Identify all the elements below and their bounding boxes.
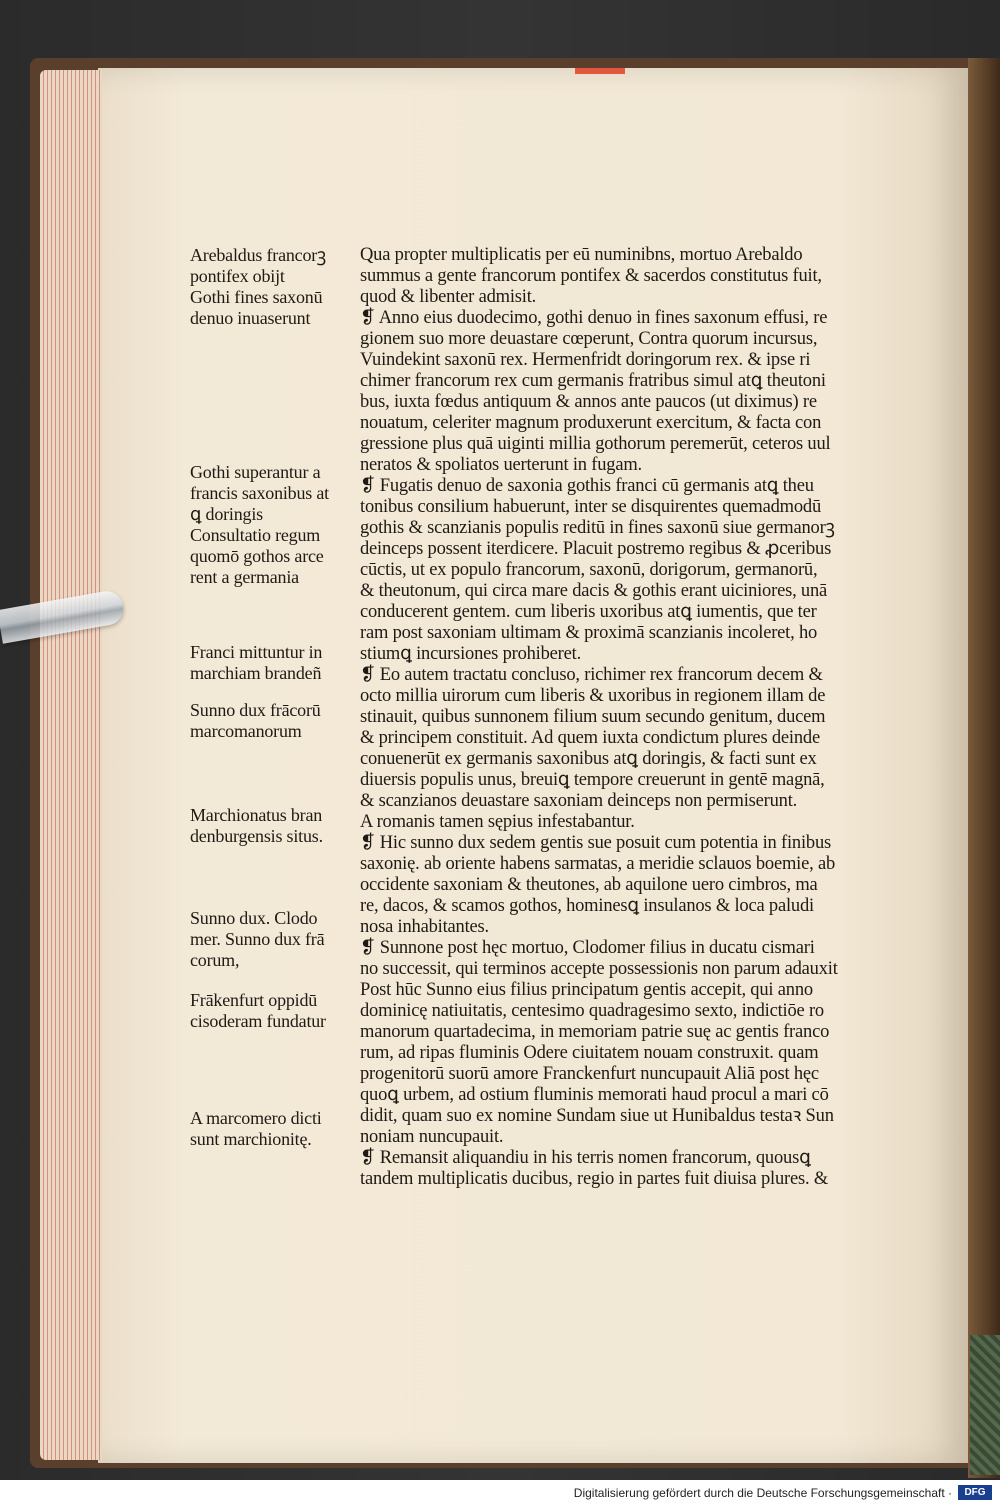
text-line: ❡ Hic sunno dux sedem gentis sue posuit cum potentia in finibus (360, 833, 832, 853)
margin-note: Sunno dux. Clodo mer. Sunno dux frā corum, (190, 908, 325, 970)
text-line: diuersis populis unus, breuiꝗ tempore creuerunt in gentē magnā, (360, 770, 825, 790)
text-line: gionem suo more deuastare cœperunt, Contra quorum incursus, (360, 329, 818, 349)
text-line: progenitorū suorū amore Franckenfurt nuncupauit Aliā post hęc (360, 1064, 819, 1084)
text-line: tonibus consilium habuerunt, inter se disquirentes quemadmodū (360, 497, 822, 517)
text-line: stinauit, quibus sunnonem filium suum secundo genitum, ducem (360, 707, 826, 727)
text-line: A romanis tamen sępius infestabantur. (360, 812, 635, 832)
margin-note: Marchionatus bran denburgensis situs. (190, 805, 323, 846)
text-line: ram post saxoniam ultimam & proximā scanzianis incoleret, ho (360, 623, 818, 643)
footer-credit: Digitalisierung gefördert durch die Deutsche Forschungsgemeinschaft · (573, 1486, 952, 1500)
red-marker (575, 68, 625, 74)
page-edges (40, 70, 102, 1460)
text-line: dominicę natiuitatis, centesimo quadragesimo sexto, indictiōe ro (360, 1001, 824, 1021)
text-line: chimer francorum rex cum germanis fratribus simul atꝗ theutoni (360, 371, 826, 391)
text-line: ❡ Fugatis denuo de saxonia gothis franci cū germanis atꝗ theu (360, 476, 814, 496)
margin-note: Franci mittuntur in marchiam brandeñ (190, 642, 323, 683)
text-line: gressione plus quā uiginti millia gothorum peremerūt, ceteros uul (360, 434, 831, 454)
text-line: nouatum, celeriter magnum produxerunt exercitum, & facta con (360, 413, 822, 433)
text-line: Qua propter multiplicatis per eū numinibns, mortuo Arebaldo (360, 245, 803, 265)
text-line: didit, quam suo ex nomine Sundam siue ut Hunibaldus testaꝛ Sun (360, 1106, 834, 1126)
text-line: neratos & spoliatos uerterunt in fugam. (360, 455, 642, 475)
text-line: nosa inhabitantes. (360, 917, 489, 937)
margin-note: A marcomero dicti sunt marchionitę. (190, 1108, 322, 1149)
text-line: & theutonum, qui circa mare dacis & gothis erant uiciniores, unā (360, 581, 828, 601)
margin-note: Frākenfurt oppidū cisoderam fundatur (190, 990, 326, 1031)
text-line: noniam nuncupauit. (360, 1127, 504, 1147)
text-line: quod & libenter admisit. (360, 287, 537, 307)
text-line: cūctis, ut ex populo francorum, saxonū, dorigorum, germanorū, (360, 560, 818, 580)
text-line: no successit, qui terminos accepte possessionis non parum adauxit (360, 959, 838, 979)
text-line: Vuindekint saxonū rex. Hermenfridt doringorum rex. & ipse ri (360, 350, 811, 370)
text-line: ❡ Remansit aliquandiu in his terris nomen francorum, quousꝗ (360, 1148, 811, 1168)
text-line: summus a gente francorum pontifex & sacerdos constitutus fuit, (360, 266, 822, 286)
text-line: re, dacos, & scamos gothos, hominesꝗ insulanos & loca paludi (360, 896, 814, 916)
text-line: octo millia uirorum cum liberis & uxoribus in regionem illam de (360, 686, 826, 706)
margin-note: Sunno dux frācorū marcomanorum (190, 700, 321, 741)
text-line: ❡ Eo autem tractatu concluso, richimer rex francorum decem & (360, 665, 823, 685)
text-line: saxonię. ab oriente habens sarmatas, a meridie sclauos boemie, ab (360, 854, 836, 874)
text-line: & principem constituit. Ad quem iuxta condictum plures deinde (360, 728, 820, 748)
text-line: deinceps possent iterdicere. Placuit postremo regibus & ꝓceribus (360, 539, 832, 559)
text-line: tandem multiplicatis ducibus, regio in partes fuit diuisa plures. & (360, 1169, 829, 1189)
margin-note: Gothi superantur a francis saxonibus at ꝗ doringis Consultatio regum quomō gothos arce rent a germania (190, 462, 329, 587)
margin-note: Arebaldus francorꝫ pontifex obijt Gothi fines saxonū denuo inuaserunt (190, 245, 327, 328)
text-line: occidente saxoniam & theutones, ab aquilone uero cimbros, ma (360, 875, 818, 895)
text-line: Post hūc Sunno eius filius principatum gentis accepit, qui anno (360, 980, 813, 1000)
text-line: gothis & scanzianis populis reditū in fines saxonū siue germanorꝫ (360, 518, 835, 538)
text-line: bus, iuxta fœdus antiquum & annos ante paucos (ut diximus) re (360, 392, 817, 412)
text-line: manorum quartadecima, in memoriam patrie suę ac gentis franco (360, 1022, 830, 1042)
text-line: conuenerūt ex germanis saxonibus atꝗ doringis, & facti sunt ex (360, 749, 817, 769)
text-line: stiumꝗ incursiones prohiberet. (360, 644, 582, 664)
text-line: & scanzianos deuastare saxoniam deinceps non permiserunt. (360, 791, 798, 811)
dfg-logo-icon: DFG (958, 1485, 992, 1500)
text-line: ❡ Anno eius duodecimo, gothi denuo in fines saxonum effusi, re (360, 308, 828, 328)
text-line: ❡ Sunnone post hęc mortuo, Clodomer filius in ducatu cismari (360, 938, 815, 958)
book-spine-edge (968, 58, 1000, 1478)
text-line: conducerent gentem. cum liberis uxoribus atꝗ iumentis, que ter (360, 602, 817, 622)
text-line: quoꝗ urbem, ad ostium fluminis memorati haud procul a mari cō (360, 1085, 829, 1105)
text-line: rum, ad ripas fluminis Odere ciuitatem nouam construxit. quam (360, 1043, 819, 1063)
ribbon-bookmark (970, 1335, 1000, 1475)
